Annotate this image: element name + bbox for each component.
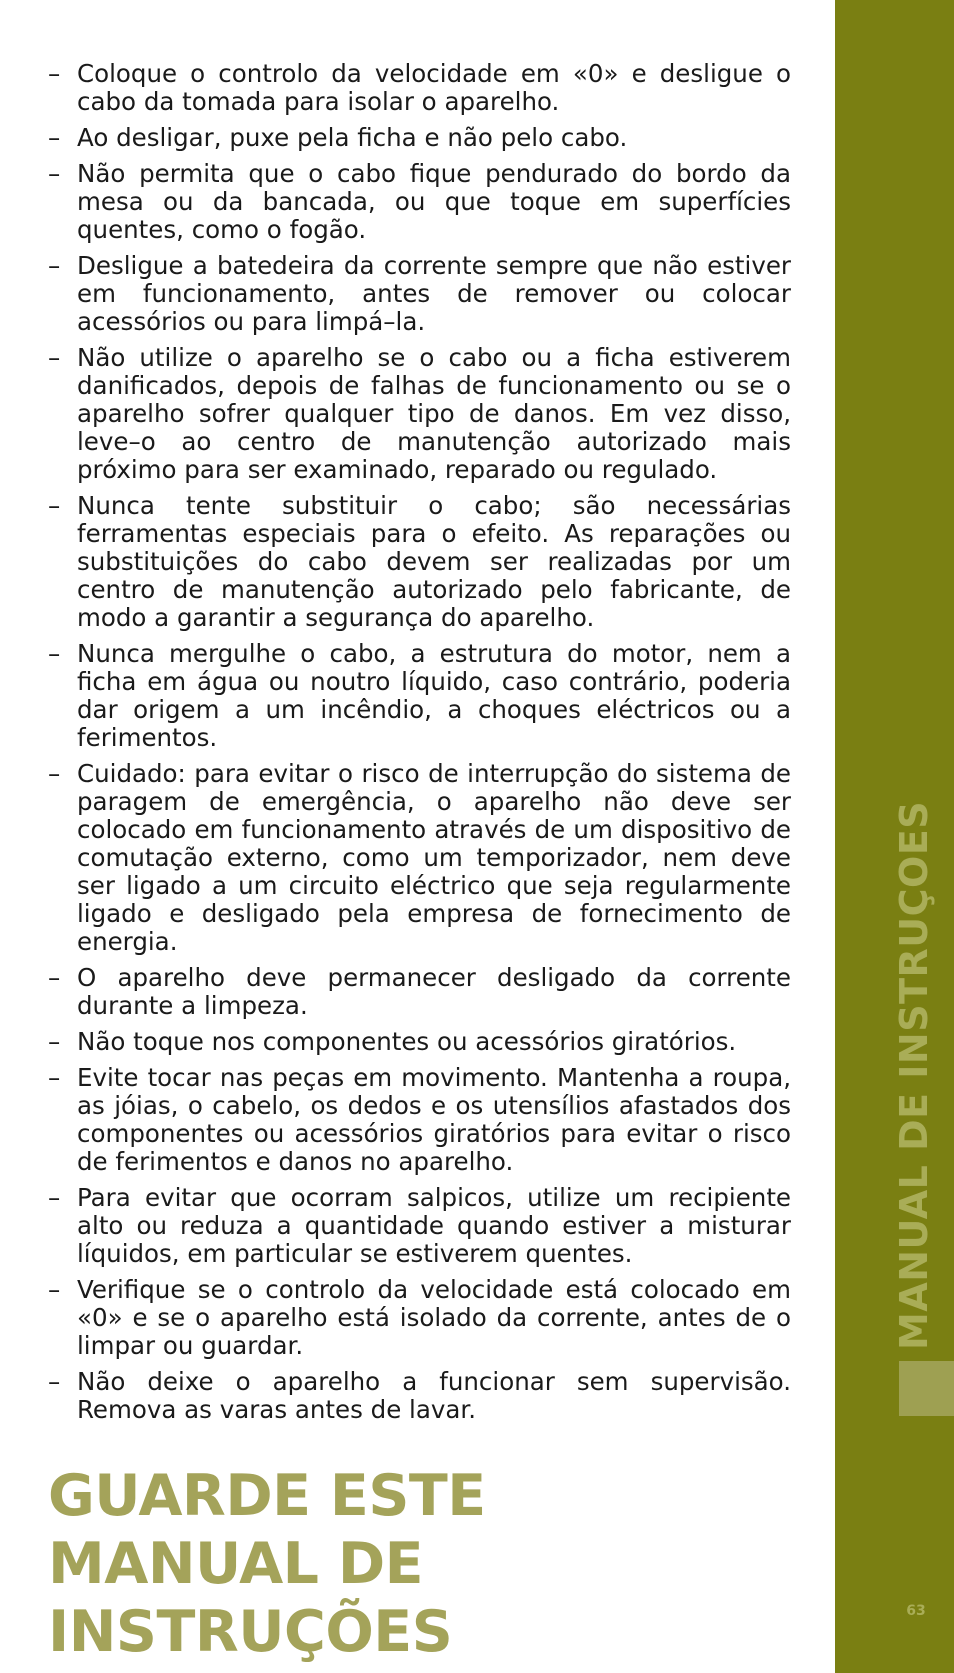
dash-bullet: – bbox=[48, 123, 61, 152]
instruction-text: Evite tocar nas peças em movimento. Mantenha a roupa, as jóias, o cabelo, os dedos e os utensílios afastados dos componentes ou acessórios giratórios para evitar o risco de ferimentos e danos no aparelho. bbox=[77, 1063, 791, 1176]
save-manual-heading-line2: INSTRUÇÕES bbox=[48, 1599, 453, 1665]
instruction-text: Coloque o controlo da velocidade em «0» e desligue o cabo da tomada para isolar o aparelho. bbox=[77, 59, 791, 116]
instruction-item bbox=[48, 1276, 791, 1360]
dash-bullet: – bbox=[48, 59, 61, 88]
instructions-section bbox=[48, 60, 791, 1432]
instruction-text: Nunca mergulhe o cabo, a estrutura do motor, nem a ficha em água ou noutro líquido, caso contrário, poderia dar origem a um incêndio, a choques eléctricos ou a ferimentos. bbox=[77, 639, 791, 752]
instruction-text: Cuidado: para evitar o risco de interrupção do sistema de paragem de emergência, o aparelho não deve ser colocado em funcionamento através de um dispositivo de comutação externo, como um temporizador, nem deve ser ligado a um circuito eléctrico que seja regularmente ligado e desligado pela empresa de fornecimento de energia. bbox=[77, 759, 791, 956]
dash-bullet: – bbox=[48, 1063, 61, 1092]
instruction-text: Não permita que o cabo fique pendurado do bordo da mesa ou da bancada, ou que toque em superfícies quentes, como o fogão. bbox=[77, 159, 791, 244]
instruction-text: Para evitar que ocorram salpicos, utilize um recipiente alto ou reduza a quantidade quando estiver a misturar líquidos, em particular se estiverem quentes. bbox=[77, 1183, 791, 1268]
sidebar-section-title: MANUAL DE INSTRUÇOES bbox=[892, 800, 936, 1350]
instruction-item bbox=[48, 1028, 791, 1056]
dash-bullet: – bbox=[48, 343, 61, 372]
dash-bullet: – bbox=[48, 1027, 61, 1056]
save-manual-heading-line1: GUARDE ESTE MANUAL DE bbox=[48, 1463, 486, 1597]
instruction-text: Desligue a batedeira da corrente sempre que não estiver em funcionamento, antes de remover ou colocar acessórios ou para limpá–la. bbox=[77, 251, 791, 336]
instruction-list bbox=[48, 60, 791, 1424]
instruction-item bbox=[48, 344, 791, 484]
instruction-text: Nunca tente substituir o cabo; são necessárias ferramentas especiais para o efeito. As reparações ou substituições do cabo devem ser realizadas por um centro de manutenção autorizado pelo fabricante, de modo a garantir a segurança do aparelho. bbox=[77, 491, 791, 632]
instruction-item bbox=[48, 252, 791, 336]
instruction-text: O aparelho deve permanecer desligado da corrente durante a limpeza. bbox=[77, 963, 791, 1020]
instruction-item bbox=[48, 964, 791, 1020]
dash-bullet: – bbox=[48, 639, 61, 668]
instruction-item bbox=[48, 640, 791, 752]
dash-bullet: – bbox=[48, 1275, 61, 1304]
dash-bullet: – bbox=[48, 1183, 61, 1212]
instruction-item bbox=[48, 492, 791, 632]
dash-bullet: – bbox=[48, 491, 61, 520]
instruction-item bbox=[48, 1064, 791, 1176]
instruction-item bbox=[48, 1368, 791, 1424]
instruction-item bbox=[48, 124, 791, 152]
instruction-text: Ao desligar, puxe pela ficha e não pelo cabo. bbox=[77, 123, 628, 152]
save-manual-heading bbox=[48, 1462, 768, 1666]
instruction-text: Verifique se o controlo da velocidade está colocado em «0» e se o aparelho está isolado da corrente, antes de o limpar ou guardar. bbox=[77, 1275, 791, 1360]
page-number: 63 bbox=[906, 1603, 926, 1619]
dash-bullet: – bbox=[48, 759, 61, 788]
dash-bullet: – bbox=[48, 159, 61, 188]
section-sidebar bbox=[835, 0, 954, 1673]
instruction-item bbox=[48, 160, 791, 244]
instruction-text: Não deixe o aparelho a funcionar sem supervisão. Remova as varas antes de lavar. bbox=[77, 1367, 791, 1424]
sidebar-tab-marker bbox=[899, 1361, 954, 1416]
instruction-text: Não toque nos componentes ou acessórios giratórios. bbox=[77, 1027, 737, 1056]
dash-bullet: – bbox=[48, 1367, 61, 1396]
dash-bullet: – bbox=[48, 963, 61, 992]
instruction-item bbox=[48, 60, 791, 116]
instruction-text: Não utilize o aparelho se o cabo ou a ficha estiverem danificados, depois de falhas de funcionamento ou se o aparelho sofrer qualquer tipo de danos. Em vez disso, leve–o ao centro de manutenção autorizado mais próximo para ser examinado, reparado ou regulado. bbox=[77, 343, 791, 484]
instruction-item bbox=[48, 1184, 791, 1268]
dash-bullet: – bbox=[48, 251, 61, 280]
instruction-item bbox=[48, 760, 791, 956]
